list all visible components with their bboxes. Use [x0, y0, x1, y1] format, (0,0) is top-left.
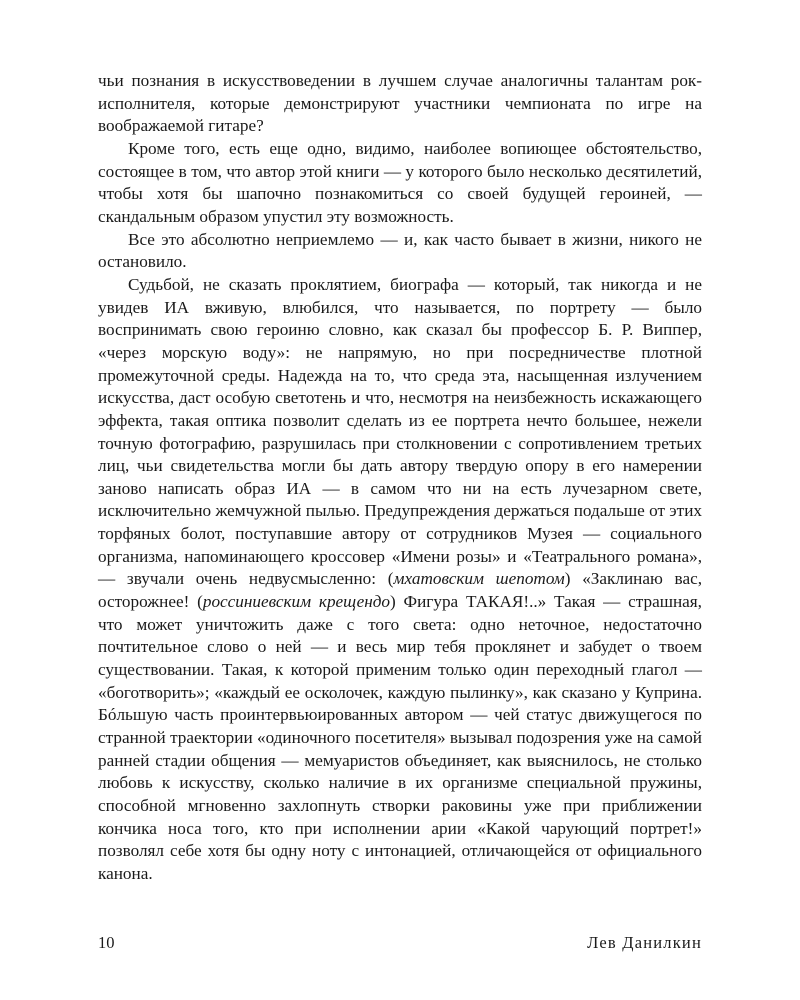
text-flow [98, 70, 702, 886]
paragraph [98, 229, 702, 274]
italic-text-segment: россиниевским крещендо [202, 592, 391, 612]
text-segment: Кроме того, есть еще одно, видимо, наиболее вопиющее обстоятельство, состоящее в том, что автор этой книги — у которого было несколько десятилетий, чтобы хотя бы шапочно познакомиться со своей будущей героиней, — скандальным образом упустил эту возможность. [98, 138, 702, 226]
text-segment: ) Фигура ТАКАЯ!..» Такая — страшная, что может уничтожить даже с того света: одно неточное, недостаточно почтительное слово о ней — и весь мир тебя проклянет и забудет о твоем существовании. Такая, к которой применим только один переходный глагол — «боготворить»; «каждый ее осколочек, каждую пылинку», как сказано у Куприна. Бóльшую часть проинтервьюированных автором — чей статус движущегося по странной траектории «одиночного посетителя» вызывал подозрения уже на самой ранней стадии общения — мемуаристов объединяет, как выяснилось, не столько любовь к искусству, сколько наличие в их организме специальной пружины, способной мгновенно захлопнуть створки раковины уже при приближении кончика носа того, кто при исполнении арии «Какой чарующий портрет!» позволял себе хотя бы одну ноту с интонацией, отличающейся от официального канона. [98, 592, 702, 883]
text-segment: чьи познания в искусствоведении в лучшем случае аналогичны талантам рок-исполнителя, которые демонстрируют участники чемпионата по игре на воображаемой гитаре? [98, 71, 702, 136]
paragraph [98, 70, 702, 138]
page-body [98, 70, 702, 886]
page-number: 10 [98, 933, 115, 952]
page-footer [98, 933, 702, 953]
text-segment: Судьбой, не сказать проклятием, биографа — который, так никогда и не увидев ИА вживую, влюбился, что называется, по портрету — было воспринимать свою героиню словно, как сказал бы профессор Б. Р. Виппер, «через морскую воду»: не напрямую, но при посредничестве плотной промежуточной среды. Надежда на то, что среда эта, насыщенная излучением искусства, даст особую светотень и что, несмотря на неизбежность искажающего эффекта, такая оптика позволит сделать из ее портрета нечто большее, нежели точную фотографию, разрушилась при столкновении с сопротивлением третьих лиц, чьи свидетельства могли бы дать автору твердую опору в его намерении заново написать образ ИА — в самом что ни на есть лучезарном свете, исключительно жемчужной пылью. Предупреждения держаться подальше от этих торфяных болот, поступавшие автору от сотрудников Музея — социального организма, напоминающего кроссовер «Имени розы» и «Театрального романа», — звучали очень недвусмысленно: ( [98, 274, 702, 589]
paragraph [98, 138, 702, 229]
italic-text-segment: мхатовским шепотом [393, 569, 565, 589]
text-segment: Все это абсолютно неприемлемо — и, как часто бывает в жизни, никого не остановило. [98, 229, 702, 272]
text-segment: ) «Заклинаю вас, осторожнее! ( [98, 569, 702, 612]
paragraph [98, 274, 702, 886]
running-author: Лев Данилкин [587, 933, 702, 952]
